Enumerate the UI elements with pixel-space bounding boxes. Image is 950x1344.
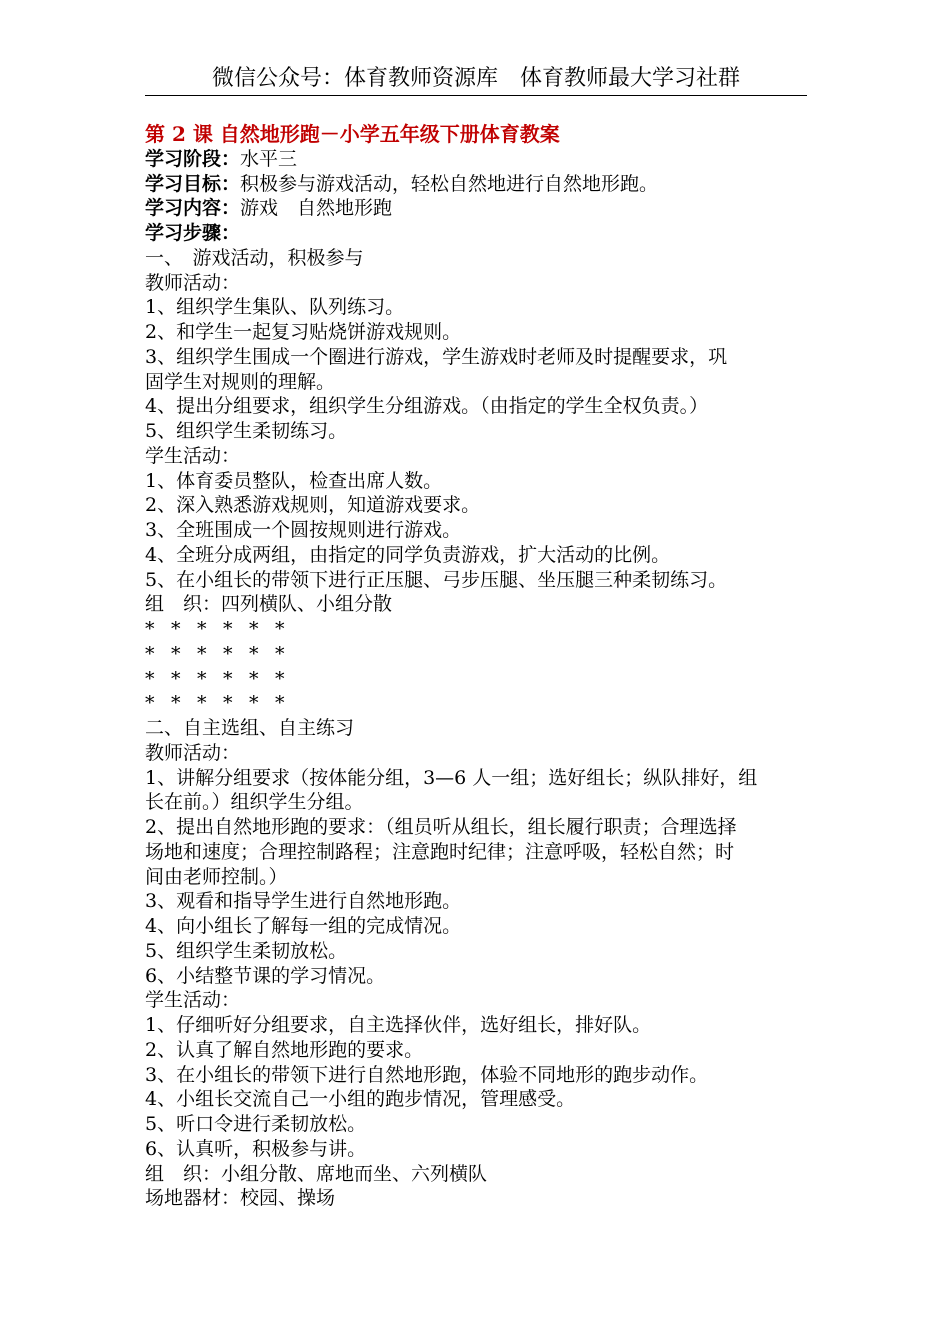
part1-teacher-list — [145, 295, 825, 444]
part1-student-heading: 学生活动： — [145, 444, 241, 467]
formation-star: * — [223, 618, 233, 640]
part1-organization: 组 织：四列横队、小组分散 — [145, 593, 393, 616]
formation-star: * — [223, 642, 233, 665]
formation-star: * — [171, 692, 181, 715]
list-item: 5、组织学生柔韧放松。 — [145, 939, 348, 962]
formation-row — [145, 691, 825, 716]
formation-star: * — [275, 667, 285, 690]
lesson-title: 第 2 课 自然地形跑－小学五年级下册体育教案 — [145, 122, 560, 146]
list-item: 固学生对规则的理解。 — [145, 370, 336, 393]
list-item: 4、全班分成两组，由指定的同学负责游戏，扩大活动的比例。 — [145, 543, 671, 566]
list-item: 间由老师控制。） — [145, 865, 288, 888]
formation-star: * — [223, 667, 233, 690]
list-item: 3、观看和指导学生进行自然地形跑。 — [145, 890, 462, 913]
formation-star: * — [197, 618, 207, 640]
part2-student-list — [145, 1013, 825, 1162]
list-item: 4、提出分组要求，组织学生分组游戏。（由指定的学生全权负责。） — [145, 395, 709, 418]
formation-star: * — [249, 642, 259, 665]
goal-value: 积极参与游戏活动，轻松自然地进行自然地形跑。 — [240, 172, 659, 195]
equipment-line: 场地器材：校园、操场 — [145, 1187, 336, 1210]
stage-value: 水平三 — [240, 147, 298, 170]
list-item: 2、和学生一起复习贴烧饼游戏规则。 — [145, 321, 462, 343]
formation-star: * — [275, 618, 285, 640]
list-item: 6、认真听，积极参与讲。 — [145, 1137, 367, 1160]
formation-star: * — [145, 667, 155, 690]
list-item: 1、仔细听好分组要求，自主选择伙伴，选好组长，排好队。 — [145, 1014, 652, 1036]
formation-star: * — [197, 667, 207, 690]
list-item: 5、听口令进行柔韧放松。 — [145, 1113, 367, 1135]
part2-teacher-heading: 教师活动： — [145, 741, 241, 764]
list-item: 2、深入熟悉游戏规则，知道游戏要求。 — [145, 494, 481, 517]
page-header: 微信公众号：体育教师资源库 体育教师最大学习社群 — [145, 64, 807, 96]
formation-star: * — [145, 692, 155, 715]
list-item: 5、组织学生柔韧练习。 — [145, 420, 348, 442]
part2-teacher-list — [145, 766, 825, 989]
stage-row — [145, 147, 825, 172]
content-row — [145, 196, 825, 221]
formation-diagram — [145, 617, 825, 716]
list-item: 1、体育委员整队，检查出席人数。 — [145, 469, 443, 492]
goal-label: 学习目标： — [145, 172, 241, 195]
formation-star: * — [249, 618, 259, 640]
list-item: 6、小结整节课的学习情况。 — [145, 964, 386, 987]
part2-heading: 二、自主选组、自主练习 — [145, 717, 355, 739]
list-item: 3、全班围成一个圆按规则进行游戏。 — [145, 519, 462, 541]
list-item: 2、提出自然地形跑的要求：（组员听从组长，组长履行职责；合理选择 — [145, 816, 737, 838]
content-value: 游戏 自然地形跑 — [240, 197, 393, 220]
formation-star: * — [145, 642, 155, 665]
part1-heading: 一、 游戏活动，积极参与 — [145, 246, 364, 269]
content-label: 学习内容： — [145, 197, 241, 220]
part2-student-heading: 学生活动： — [145, 989, 241, 1012]
goal-row — [145, 172, 825, 197]
formation-star: * — [197, 692, 207, 715]
list-item: 1、组织学生集队、队列练习。 — [145, 296, 405, 319]
formation-star: * — [223, 692, 233, 715]
part1-student-list — [145, 469, 825, 593]
list-item: 4、向小组长了解每一组的完成情况。 — [145, 915, 462, 937]
list-item: 1、讲解分组要求（按体能分组，3—6 人一组；选好组长；纵队排好，组 — [145, 766, 758, 789]
formation-star: * — [275, 692, 285, 715]
list-item: 3、在小组长的带领下进行自然地形跑，体验不同地形的跑步动作。 — [145, 1063, 709, 1086]
list-item: 4、小组长交流自己一小组的跑步情况，管理感受。 — [145, 1088, 576, 1111]
formation-star: * — [197, 642, 207, 665]
formation-star: * — [171, 667, 181, 690]
list-item: 3、组织学生围成一个圈进行游戏，学生游戏时老师及时提醒要求，巩 — [145, 345, 728, 368]
formation-star: * — [171, 642, 181, 665]
list-item: 长在前。）组织学生分组。 — [145, 791, 364, 814]
formation-star: * — [249, 692, 259, 715]
formation-row — [145, 642, 825, 667]
part2-organization: 组 织：小组分散、席地而坐、六列横队 — [145, 1162, 488, 1185]
formation-row — [145, 617, 825, 642]
part1-teacher-heading: 教师活动： — [145, 271, 241, 294]
formation-star: * — [145, 618, 155, 640]
formation-row — [145, 667, 825, 692]
formation-star: * — [275, 642, 285, 665]
lesson-content — [145, 122, 825, 1211]
formation-star: * — [249, 667, 259, 690]
list-item: 5、在小组长的带领下进行正压腿、弓步压腿、坐压腿三种柔韧练习。 — [145, 568, 728, 591]
stage-label: 学习阶段： — [145, 147, 241, 170]
steps-label: 学习步骤： — [145, 222, 241, 244]
list-item: 场地和速度；合理控制路程；注意跑时纪律；注意呼吸，轻松自然；时 — [145, 840, 735, 863]
formation-star: * — [171, 618, 181, 640]
list-item: 2、认真了解自然地形跑的要求。 — [145, 1038, 424, 1061]
